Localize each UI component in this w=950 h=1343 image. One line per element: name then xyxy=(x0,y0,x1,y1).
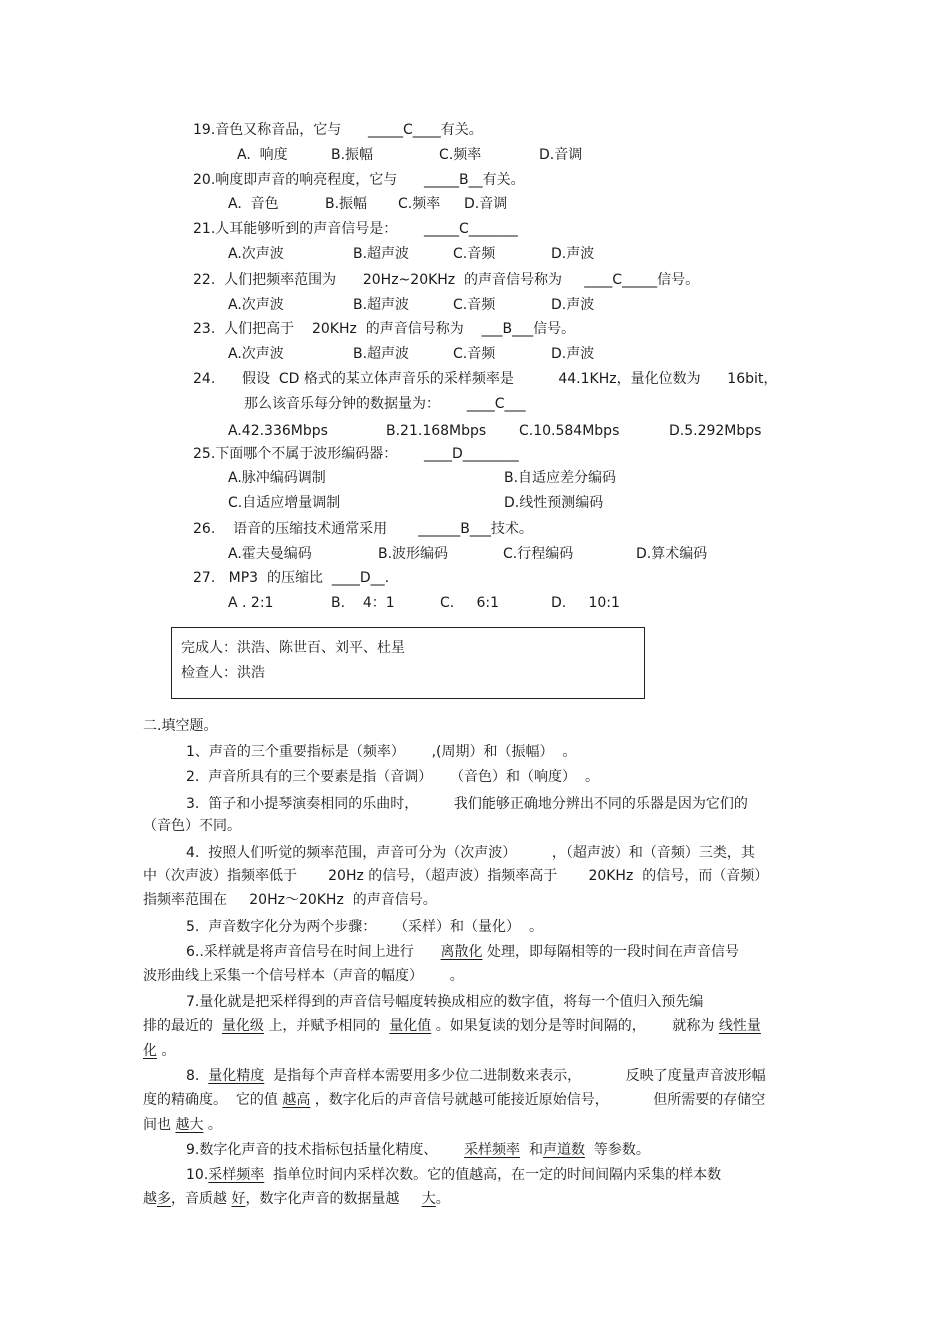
fill-item-7-cont: 排的最近的 量化级 上，并赋予相同的 量化值 。如果复读的划分是等时间隔的， 就称为 线性量 xyxy=(143,1018,761,1034)
option-d: D.音调 xyxy=(539,147,583,163)
question-24-cont: 那么该音乐每分钟的数据量为： ____C___ xyxy=(244,396,526,412)
option-c: C.自适应增量调制 xyxy=(228,495,341,511)
question-21: 21.人耳能够听到的声音信号是： _____C_______ xyxy=(193,221,518,237)
fill-item-8: 8. 量化精度 是指每个声音样本需要用多少位二进制数来表示， 反映了度量声音波形幅 xyxy=(186,1068,766,1084)
option-b: B. 4：1 xyxy=(331,595,395,611)
answer-blank: 越高 xyxy=(282,1092,311,1108)
fill-item-8-cont: 间也 越大 。 xyxy=(143,1117,222,1133)
option-b: B.超声波 xyxy=(353,246,410,262)
option-d: D.声波 xyxy=(551,246,595,262)
option-b: B.振幅 xyxy=(325,196,368,212)
checked-by: 检查人：洪浩 xyxy=(181,665,265,681)
fill-item-6-cont: 波形曲线上采集一个信号样本（声音的幅度） 。 xyxy=(143,968,464,984)
option-c: C. 6:1 xyxy=(440,595,500,611)
answer-blank: 离散化 xyxy=(440,944,483,960)
option-a: A.次声波 xyxy=(228,297,284,313)
fill-item-3-cont: （音色）不同。 xyxy=(143,818,241,834)
section-heading: 二.填空题。 xyxy=(143,718,218,734)
option-d: D.音调 xyxy=(464,196,508,212)
fill-item-4-cont: 指频率范围在 20Hz～20KHz 的声音信号。 xyxy=(143,892,437,908)
option-c: C.行程编码 xyxy=(503,546,574,562)
option-a: A.脉冲编码调制 xyxy=(228,470,326,486)
option-d: D.5.292Mbps xyxy=(669,423,762,439)
answer-blank: 大 xyxy=(421,1191,436,1207)
option-d: D.算术编码 xyxy=(636,546,708,562)
credits-box xyxy=(171,627,645,699)
question-27: 27. MP3 的压缩比 ____D__. xyxy=(193,570,390,586)
answer-blank: 采样频率 xyxy=(464,1142,521,1158)
option-c: C.10.584Mbps xyxy=(519,423,620,439)
answer-blank: 量化精度 xyxy=(208,1068,265,1084)
fill-item-8-cont: 度的精确度。 它的值 越高 ，数字化后的声音信号就越可能接近原始信号， 但所需要的存储空 xyxy=(143,1092,766,1108)
option-b: B.超声波 xyxy=(353,297,410,313)
fill-item-10: 10.采样频率 指单位时间内采样次数。它的值越高，在一定的时间间隔内采集的样本数 xyxy=(186,1167,722,1183)
question-23: 23. 人们把高于 20KHz 的声音信号称为 ___B___信号。 xyxy=(193,321,576,337)
fill-item-7-cont: 化 。 xyxy=(143,1043,176,1059)
answer-blank: 声道数 xyxy=(542,1142,585,1158)
fill-item-5: 5. 声音数字化分为两个步骤： （采样）和（量化） 。 xyxy=(186,919,543,935)
option-a: A.次声波 xyxy=(228,346,284,362)
answer-blank: 采样频率 xyxy=(208,1167,265,1183)
fill-item-1: 1、声音的三个重要指标是（频率） ,(周期）和（振幅） 。 xyxy=(186,744,577,760)
option-d: D.声波 xyxy=(551,297,595,313)
answer-blank: 量化级 xyxy=(221,1018,264,1034)
option-c: C.频率 xyxy=(398,196,441,212)
option-b: B.波形编码 xyxy=(378,546,449,562)
fill-item-7: 7.量化就是把采样得到的声音信号幅度转换成相应的数字值，将每一个值归入预先编 xyxy=(186,994,704,1010)
answer-blank: 多 xyxy=(157,1191,171,1207)
fill-item-2: 2. 声音所具有的三个要素是指（音调） （音色）和（响度） 。 xyxy=(186,769,599,785)
question-24: 24. 假设 CD 格式的某立体声音乐的采样频率是 44.1KHz，量化位数为 16bit， xyxy=(193,371,778,387)
option-b: B.超声波 xyxy=(353,346,410,362)
completed-by: 完成人：洪浩、陈世百、刘平、杜星 xyxy=(181,640,405,656)
answer-blank: 化 xyxy=(143,1043,157,1059)
option-a: A. 音色 xyxy=(228,196,279,212)
option-d: D. 10:1 xyxy=(551,595,620,611)
option-c: C.音频 xyxy=(453,346,496,362)
fill-item-3: 3. 笛子和小提琴演奏相同的乐曲时， 我们能够正确地分辨出不同的乐器是因为它们的 xyxy=(186,796,748,812)
option-d: D.声波 xyxy=(551,346,595,362)
option-a: A . 2:1 xyxy=(228,595,274,611)
option-c: C.音频 xyxy=(453,246,496,262)
option-b: B.21.168Mbps xyxy=(386,423,487,439)
question-19: 19.音色又称音品，它与 _____C____有关。 xyxy=(193,122,483,138)
option-c: C.音频 xyxy=(453,297,496,313)
option-b: B.自适应差分编码 xyxy=(504,470,617,486)
option-a: A.次声波 xyxy=(228,246,284,262)
question-26: 26. 语音的压缩技术通常采用 ______B___技术。 xyxy=(193,521,533,537)
fill-item-4-cont: 中（次声波）指频率低于 20Hz 的信号，（超声波）指频率高于 20KHz 的信号，而（音频） xyxy=(143,868,769,884)
option-a: A.霍夫曼编码 xyxy=(228,546,312,562)
answer-blank: 越大 xyxy=(175,1117,204,1133)
fill-item-6: 6..采样就是将声音信号在时间上进行 离散化 处理，即每隔相等的一段时间在声音信号 xyxy=(186,944,739,960)
option-d: D.线性预测编码 xyxy=(504,495,604,511)
question-20: 20.响度即声音的响亮程度，它与 _____B__有关。 xyxy=(193,172,525,188)
answer-blank: 好 xyxy=(231,1191,246,1207)
option-a: A. 响度 xyxy=(237,147,288,163)
option-c: C.频率 xyxy=(439,147,482,163)
option-a: A.42.336Mbps xyxy=(228,423,328,439)
question-22: 22. 人们把频率范围为 20Hz~20KHz 的声音信号称为 ____C_____信号。 xyxy=(193,272,700,288)
option-b: B.振幅 xyxy=(331,147,374,163)
answer-blank: 线性量 xyxy=(718,1018,761,1034)
answer-blank: 量化值 xyxy=(389,1018,432,1034)
fill-item-9: 9.数字化声音的技术指标包括量化精度、 采样频率 和声道数 等参数。 xyxy=(186,1142,650,1158)
fill-item-4: 4. 按照人们听觉的频率范围，声音可分为（次声波） ，（超声波）和（音频）三类，其 xyxy=(186,845,755,861)
question-25: 25.下面哪个不属于波形编码器： ____D________ xyxy=(193,446,519,462)
fill-item-10-cont: 越多，音质越 好，数字化声音的数据量越 大。 xyxy=(143,1191,450,1207)
